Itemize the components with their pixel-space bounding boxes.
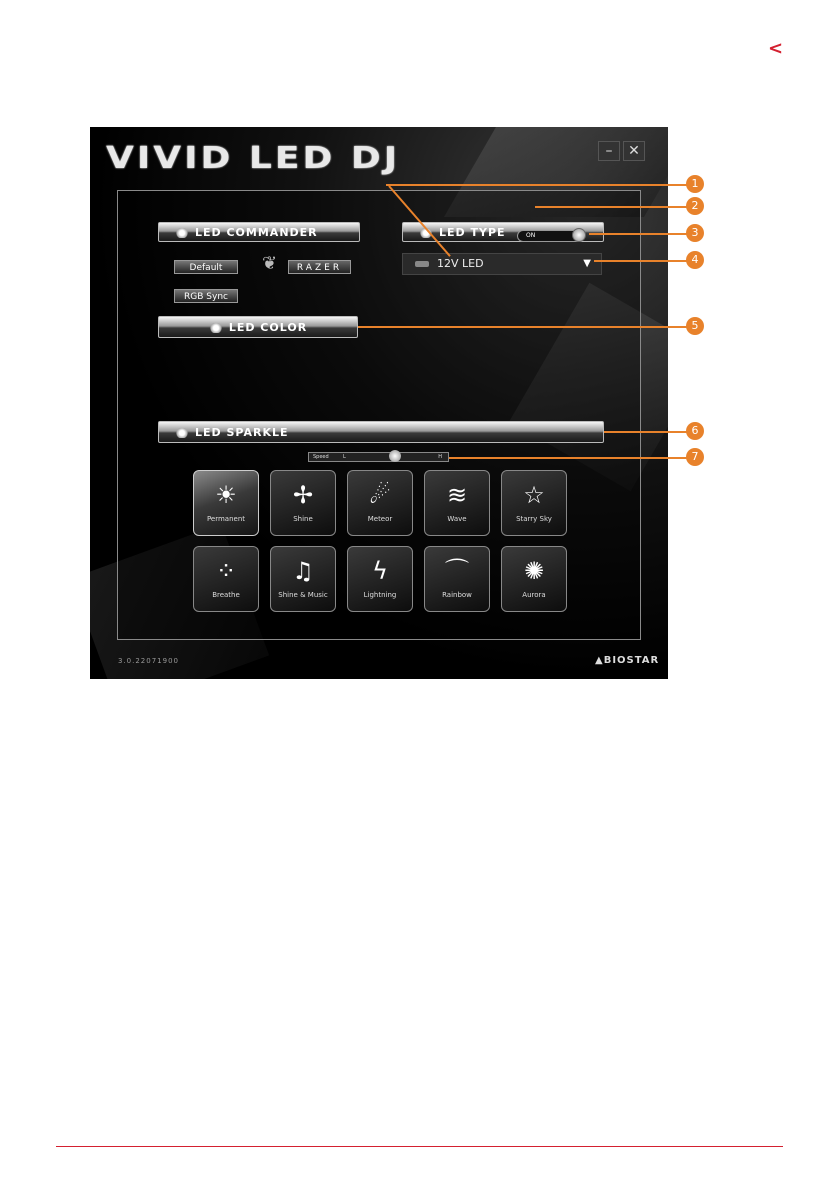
callout-badge-2: 2 bbox=[686, 197, 704, 215]
led-commander-label: LED COMMANDER bbox=[195, 226, 318, 239]
callout-badge-6: 6 bbox=[686, 422, 704, 440]
effect-label: Lightning bbox=[363, 591, 397, 599]
razer-button[interactable]: RAZER bbox=[288, 260, 351, 274]
callout-badge-5: 5 bbox=[686, 317, 704, 335]
callout-badge-7: 7 bbox=[686, 448, 704, 466]
effect-meteor[interactable] bbox=[347, 470, 413, 536]
callout-line-4 bbox=[594, 260, 690, 262]
led-type-toggle[interactable] bbox=[517, 230, 585, 242]
sun-icon: ☀ bbox=[215, 481, 237, 509]
meteor-icon: ☄ bbox=[369, 481, 391, 509]
music-icon: ♫ bbox=[292, 557, 314, 585]
callout-line-6 bbox=[604, 431, 690, 433]
effect-aurora[interactable] bbox=[501, 546, 567, 612]
razer-snake-icon: ❦ bbox=[262, 253, 278, 274]
effect-label: Shine & Music bbox=[278, 591, 328, 599]
led-commander-header bbox=[158, 222, 360, 242]
effect-breathe[interactable] bbox=[193, 546, 259, 612]
vivid-led-dj-window bbox=[90, 127, 668, 679]
biostar-logo: ▲BIOSTAR bbox=[595, 655, 660, 666]
rainbow-icon: ⌒ bbox=[445, 557, 469, 585]
effect-lightning[interactable] bbox=[347, 546, 413, 612]
led-icon bbox=[175, 228, 189, 238]
led-strip-icon bbox=[415, 261, 429, 267]
lightning-icon: ϟ bbox=[372, 557, 388, 585]
callout-line-3 bbox=[589, 233, 690, 235]
wave-icon: ≋ bbox=[446, 481, 468, 509]
dropdown-arrow-icon[interactable]: ▼ bbox=[583, 258, 591, 269]
speed-label: Speed bbox=[313, 454, 329, 460]
effect-shine[interactable] bbox=[270, 470, 336, 536]
brand-label: BIOSTAR bbox=[603, 655, 660, 666]
led-color-header[interactable] bbox=[158, 316, 358, 338]
rgb-sync-button[interactable]: RGB Sync bbox=[174, 289, 238, 303]
effect-shine-music[interactable] bbox=[270, 546, 336, 612]
effect-label: Aurora bbox=[522, 591, 546, 599]
effect-label: Permanent bbox=[206, 515, 246, 523]
toggle-knob[interactable] bbox=[572, 228, 586, 242]
callout-line-2 bbox=[535, 206, 690, 208]
led-icon bbox=[175, 428, 189, 438]
led-type-label: LED TYPE bbox=[439, 226, 506, 239]
version-text: 3.0.22071900 bbox=[118, 657, 179, 665]
effect-rainbow[interactable] bbox=[424, 546, 490, 612]
led-icon bbox=[209, 323, 223, 333]
effect-label: Meteor bbox=[367, 515, 393, 523]
effect-label: Wave bbox=[447, 515, 467, 523]
speed-slider[interactable] bbox=[308, 452, 449, 462]
speed-slider-knob[interactable] bbox=[389, 450, 401, 462]
speed-high-label: H bbox=[438, 454, 442, 460]
led-sparkle-header bbox=[158, 421, 604, 443]
breathe-icon: ⁘ bbox=[215, 557, 237, 585]
callout-line-1 bbox=[386, 184, 690, 186]
led-type-select[interactable] bbox=[402, 253, 602, 275]
toggle-label: ON bbox=[526, 232, 536, 239]
callout-badge-4: 4 bbox=[686, 251, 704, 269]
default-button[interactable]: Default bbox=[174, 260, 238, 274]
effect-permanent[interactable] bbox=[193, 470, 259, 536]
led-type-value: 12V LED bbox=[437, 257, 484, 270]
aurora-icon: ✺ bbox=[523, 557, 545, 585]
close-button[interactable]: ✕ bbox=[623, 141, 645, 161]
effect-label: Shine bbox=[293, 515, 313, 523]
speed-low-label: L bbox=[343, 454, 346, 460]
app-title: VIVID LED DJ bbox=[106, 141, 401, 176]
footer-rule bbox=[56, 1146, 783, 1147]
effect-label: Breathe bbox=[212, 591, 240, 599]
sparkles-icon: ✢ bbox=[292, 481, 314, 509]
effect-starry-sky[interactable] bbox=[501, 470, 567, 536]
callout-badge-1: 1 bbox=[686, 175, 704, 193]
led-sparkle-label: LED SPARKLE bbox=[195, 426, 289, 439]
stars-icon: ☆ bbox=[523, 481, 545, 509]
callout-line-7 bbox=[449, 457, 690, 459]
callout-badge-3: 3 bbox=[686, 224, 704, 242]
back-arrow-icon[interactable]: < bbox=[768, 38, 784, 59]
effect-label: Starry Sky bbox=[516, 515, 552, 523]
led-color-label: LED COLOR bbox=[228, 321, 308, 334]
effect-label: Rainbow bbox=[442, 591, 472, 599]
callout-line-5 bbox=[358, 326, 690, 328]
effect-wave[interactable] bbox=[424, 470, 490, 536]
minimize-button[interactable]: – bbox=[598, 141, 620, 161]
